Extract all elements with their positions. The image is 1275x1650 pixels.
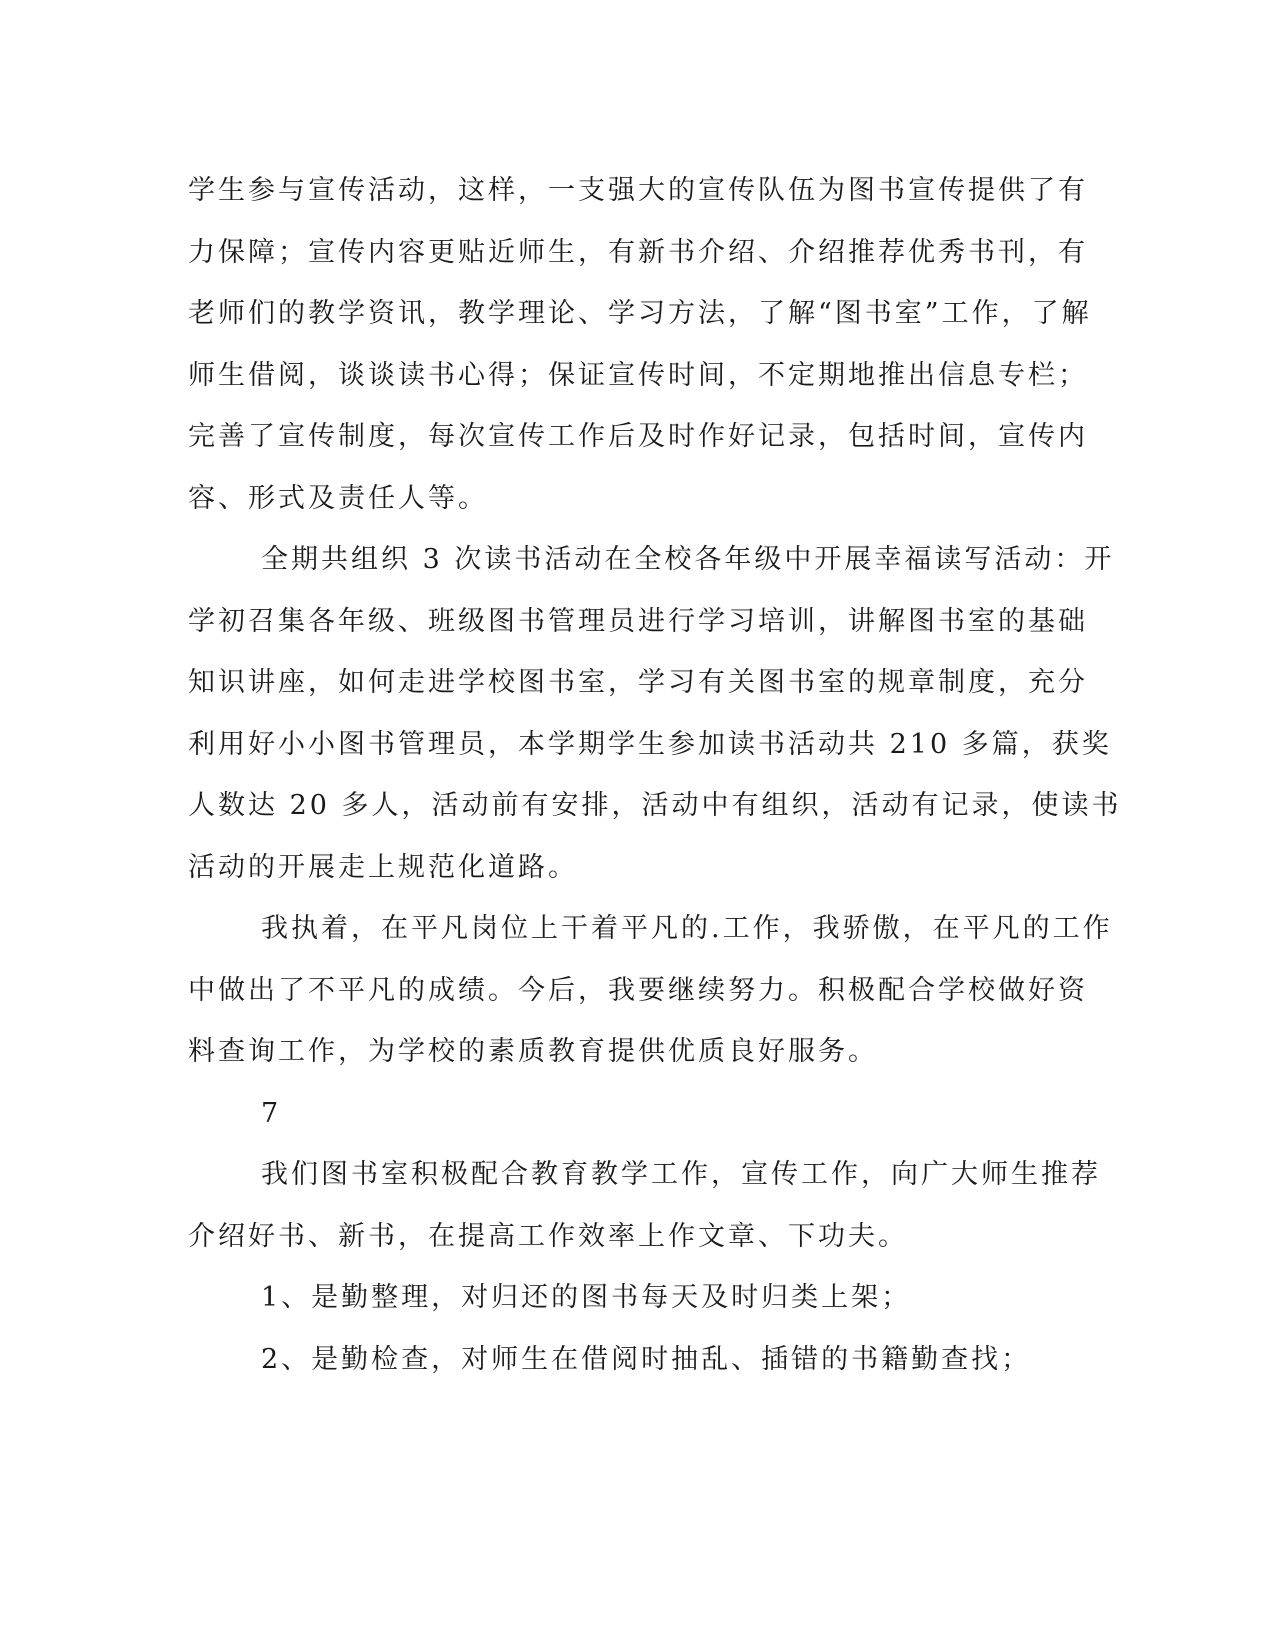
text-line: 老师们的教学资讯，教学理论、学习方法，了解“图书室”工作，了解 [188, 298, 1092, 329]
text-line: 我们图书室积极配合教育教学工作，宣传工作，向广大师生推荐 [261, 1159, 1101, 1190]
text-line: 介绍好书、新书，在提高工作效率上作文章、下功夫。 [188, 1220, 908, 1252]
text-line: 中做出了不平凡的成绩。今后，我要继续努力。积极配合学校做好资 [188, 974, 1088, 1006]
paragraph [188, 160, 1092, 529]
text-line: 全期共组织 3 次读书活动在全校各年级中开展幸福读写活动：开 [261, 544, 1115, 575]
text-line: 力保障；宣传内容更贴近师生，有新书介绍、介绍推荐优秀书刊，有 [188, 236, 1088, 268]
text-line: 学初召集各年级、班级图书管理员进行学习培训，讲解图书室的基础 [188, 605, 1088, 637]
paragraph [188, 898, 1113, 1083]
paragraph [188, 529, 1122, 898]
text-line: 师生借阅，谈谈读书心得；保证宣传时间，不定期地推出信息专栏； [188, 359, 1088, 391]
text-line: 我执着，在平凡岗位上干着平凡的.工作，我骄傲，在平凡的工作 [261, 913, 1113, 944]
text-line: 容、形式及责任人等。 [188, 482, 488, 514]
text-line: 人数达 20 多人，活动前有安排，活动中有组织，活动有记录，使读书 [188, 790, 1122, 821]
document-body [188, 160, 1122, 1390]
text-line: 7 [261, 1097, 282, 1129]
text-line: 学生参与宣传活动，这样，一支强大的宣传队伍为图书宣传提供了有 [188, 175, 1088, 206]
list-item [188, 1329, 1078, 1391]
section-number [188, 1083, 1078, 1145]
text-line: 利用好小小图书管理员，本学期学生参加读书活动共 210 多篇，获奖 [188, 728, 1112, 760]
paragraph [188, 1144, 1101, 1267]
text-line: 完善了宣传制度，每次宣传工作后及时作好记录，包括时间，宣传内 [188, 421, 1088, 452]
text-line: 知识讲座，如何走进学校图书室，学习有关图书室的规章制度，充分 [188, 667, 1088, 698]
text-line: 料查询工作，为学校的素质教育提供优质良好服务。 [188, 1036, 878, 1067]
text-line: 2、是勤检查，对师生在借阅时抽乱、插错的书籍勤查找； [261, 1343, 1032, 1375]
text-line: 1、是勤整理，对归还的图书每天及时归类上架； [261, 1282, 912, 1313]
text-line: 活动的开展走上规范化道路。 [188, 851, 578, 883]
list-item [188, 1267, 1078, 1329]
